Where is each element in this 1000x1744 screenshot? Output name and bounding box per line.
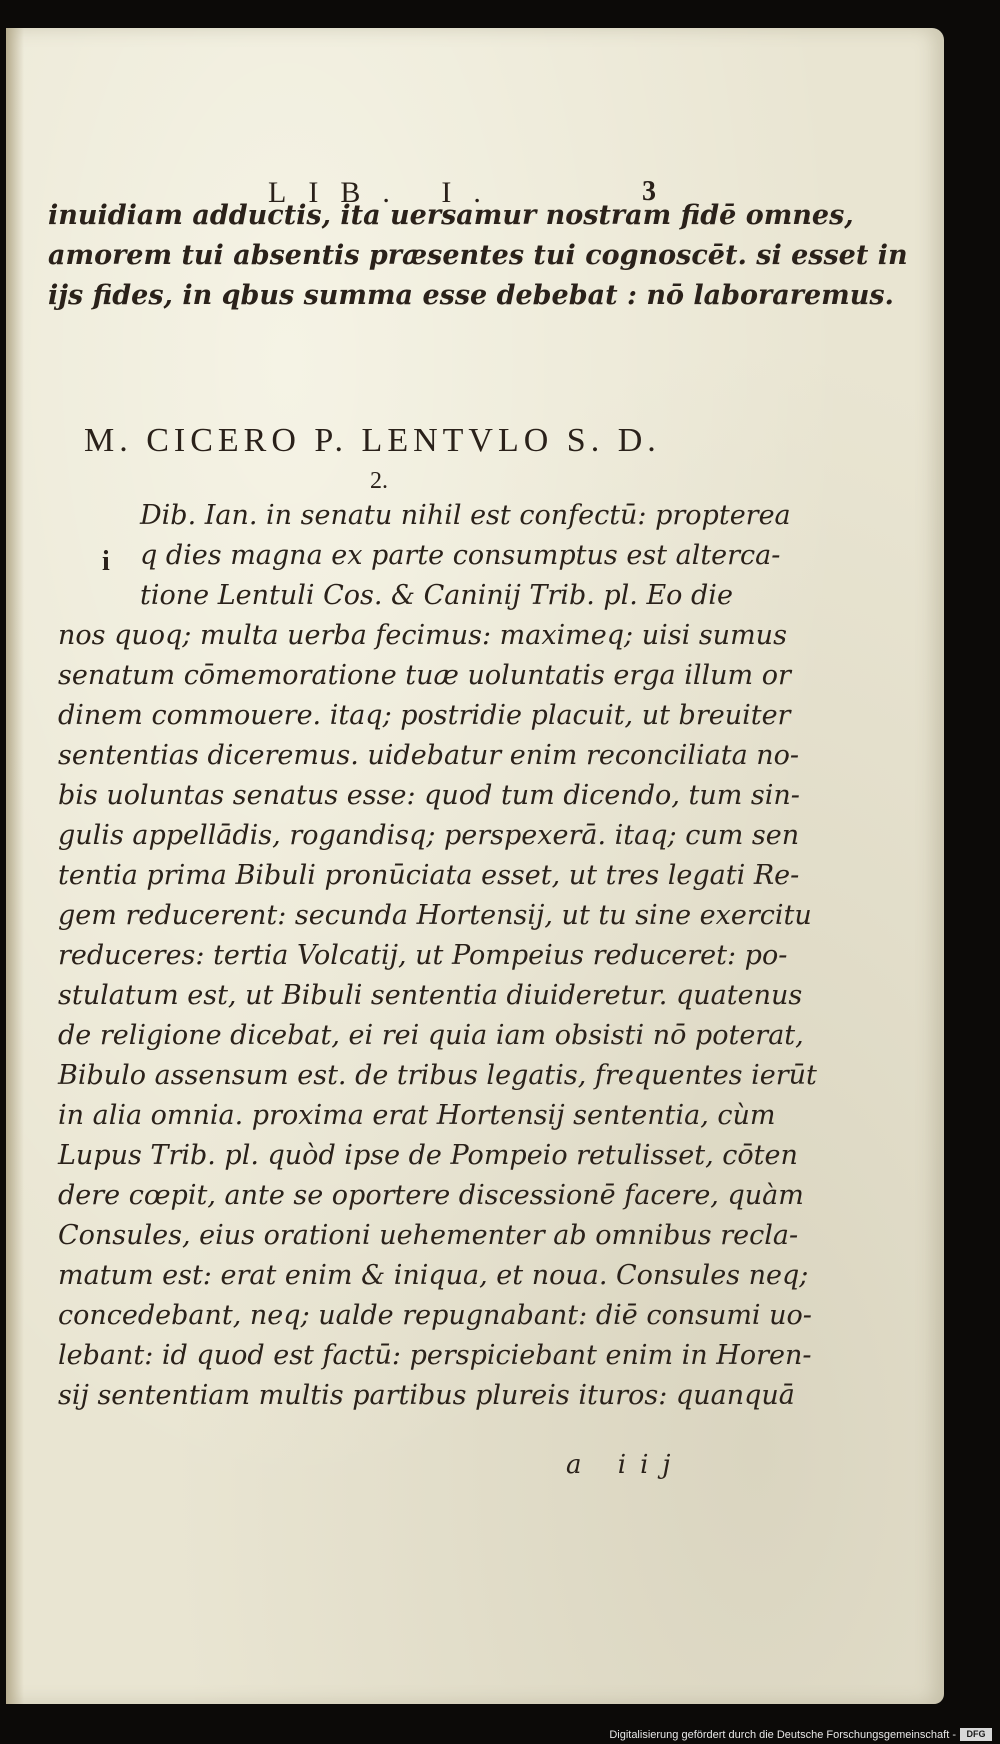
text-line: Consules, eius orationi uehementer ab omnibus recla-	[58, 1220, 799, 1251]
text-line: Lupus Trib. pl. quòd ipse de Pompeio retulisset, cōten	[58, 1140, 798, 1171]
text-line: dere cœpit, ante se oportere discessionē facere, quàm	[58, 1180, 804, 1211]
text-line: inuidiam adductis, ita uersamur nostram fidē omnes,	[48, 200, 854, 231]
text-line: ijs fides, in qbus summa esse debebat : nō laboraremus.	[48, 280, 894, 311]
text-line: sententias diceremus. uidebatur enim reconciliata no-	[58, 740, 800, 771]
text-line: q dies magna ex parte consumptus est alterca-	[140, 540, 781, 571]
top-paragraph	[48, 196, 908, 316]
text-line: matum est: erat enim & iniqua, et noua. Consules neq;	[58, 1260, 809, 1291]
text-line: sij sententiam multis partibus plureis ituros: quanquā	[58, 1380, 795, 1411]
text-line: stulatum est, ut Bibuli sententia diuideretur. quatenus	[58, 980, 803, 1011]
running-head: LIB. I.	[268, 176, 503, 209]
text-line: nos quoq; multa uerba fecimus: maximeq; uisi sumus	[58, 620, 787, 651]
dfg-credit: Digitalisierung gefördert durch die Deutsche Forschungsgemeinschaft -	[609, 1729, 956, 1741]
page-number: 3	[642, 176, 656, 207]
text-line: amorem tui absentis præsentes tui cognoscēt. si esset in	[48, 240, 908, 271]
text-line: tentia prima Bibuli pronūciata esset, ut tres legati Re-	[58, 860, 800, 891]
book-page	[6, 28, 944, 1704]
text-line: Dib. Ian. in senatu nihil est confectū: propterea	[140, 500, 791, 531]
text-line: in alia omnia. proxima erat Hortensij sententia, cùm	[58, 1100, 776, 1131]
text-line: bis uoluntas senatus esse: quod tum dicendo, tum sin-	[58, 780, 800, 811]
text-line: gem reducerent: secunda Hortensij, ut tu sine exercitu	[58, 900, 812, 931]
dfg-logo-icon: DFG	[960, 1728, 992, 1741]
body-indented-lines	[140, 496, 791, 616]
text-line: reduceres: tertia Volcatij, ut Pompeius reduceret: po-	[58, 940, 788, 971]
text-line: gulis appellādis, rogandisq; perspexerā. itaq; cum sen	[58, 820, 800, 851]
signature-mark: a iij	[566, 1450, 685, 1480]
body-paragraph	[58, 616, 817, 1416]
letter-number: 2.	[370, 468, 388, 494]
footer-bar	[0, 1724, 1000, 1744]
text-line: de religione dicebat, ei rei quia iam obsisti nō poterat,	[58, 1020, 804, 1051]
text-line: dinem commouere. itaq; postridie placuit, ut breuiter	[58, 700, 791, 731]
marginal-letter: i	[102, 546, 110, 577]
text-line: senatum cōmemoratione tuæ uoluntatis erga illum or	[58, 660, 791, 691]
text-line: Bibulo assensum est. de tribus legatis, frequentes ierūt	[58, 1060, 817, 1091]
text-line: concedebant, neq; ualde repugnabant: diē consumi uo-	[58, 1300, 812, 1331]
text-line: lebant: id quod est factū: perspiciebant enim in Horen-	[58, 1340, 812, 1371]
letter-heading: M. CICERO P. LENTVLO S. D.	[84, 422, 661, 459]
page-spine-shadow	[6, 28, 24, 1704]
text-line: tione Lentuli Cos. & Caninij Trib. pl. Eo die	[140, 580, 733, 611]
